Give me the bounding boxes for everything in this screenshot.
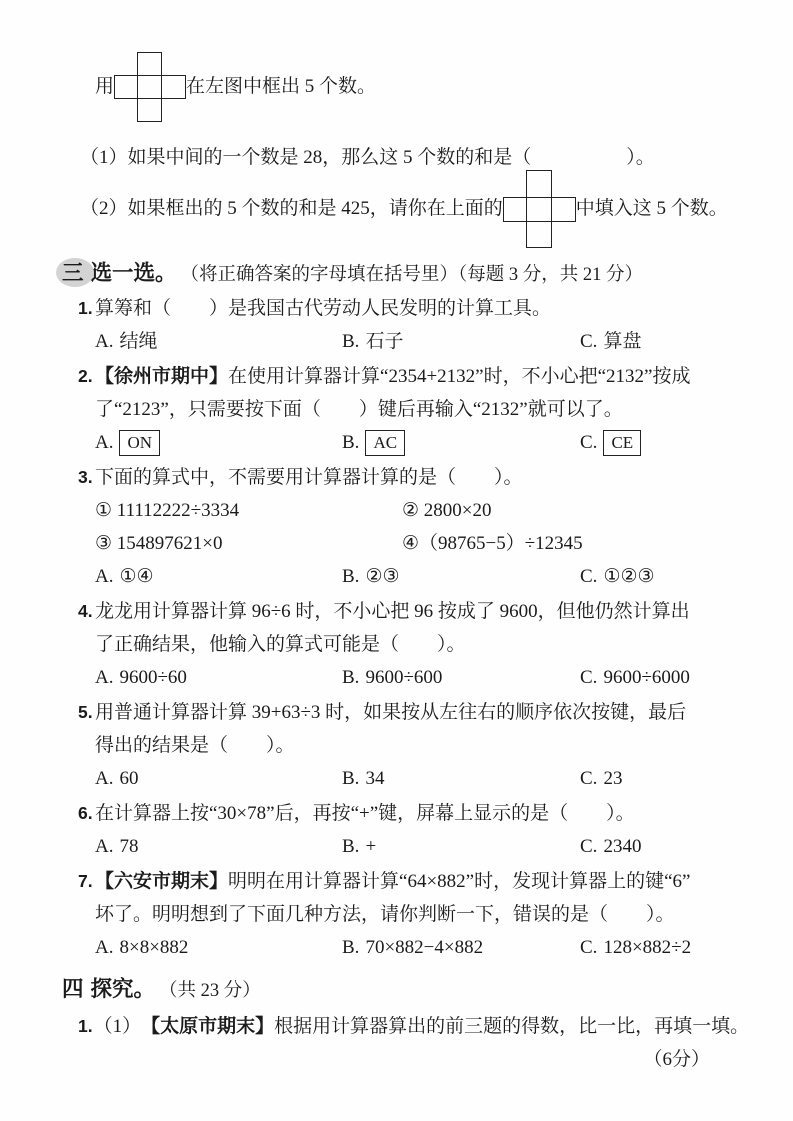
option-b-label: B.: [342, 566, 360, 587]
option-c-label: C.: [580, 768, 598, 789]
frame-caption: 在左图中框出 5 个数。: [186, 76, 377, 97]
question-3-expressions-row1: [95, 494, 735, 527]
question-2-line1: 在使用计算器计算“2354+2132”时，不小心把“2132”按成: [228, 366, 691, 387]
question-3-options: [95, 560, 735, 593]
option-b-label: B.: [342, 331, 360, 352]
option-a-text: 结绳: [119, 331, 158, 352]
option-b: [342, 931, 580, 964]
option-a-label: A.: [95, 331, 114, 352]
option-a: [95, 931, 342, 964]
question-2: [78, 360, 735, 459]
expression-2: ② 2800×20: [402, 500, 492, 521]
question-3: [78, 461, 735, 593]
calculator-key-ac: AC: [365, 430, 405, 456]
sub-question-2: [80, 170, 735, 248]
option-a-text: ①④: [119, 566, 154, 587]
option-c-text: 算盘: [603, 331, 642, 352]
score-note: （6分）: [643, 1049, 710, 1070]
question-7-line1: 明明在用计算器计算“64×882”时，发现计算器上的键“6”: [228, 871, 691, 892]
option-c: [580, 830, 735, 863]
option-b-label: B.: [342, 937, 360, 958]
cross-fill-shape: [503, 170, 576, 248]
question-6-number: 6.: [78, 803, 93, 823]
option-a-label: A.: [95, 768, 114, 789]
question-2-options: [95, 426, 735, 459]
sub-question-1: （1）如果中间的一个数是 28，那么这 5 个数的和是（ ）。: [80, 147, 655, 168]
option-c-text: 23: [603, 768, 623, 789]
question-7-line2: 坏了。明明想到了下面几种方法，请你判断一下，错误的是（ ）。: [95, 904, 675, 925]
question-2-source-tag: 【徐州市期中】: [95, 366, 229, 387]
option-c-label: C.: [580, 937, 598, 958]
question-2-text: [95, 360, 690, 393]
section-four-badge: 四: [62, 977, 84, 1001]
question-3-text: 下面的算式中，不需要用计算器计算的是（ ）。: [95, 467, 523, 488]
question-4: [78, 595, 735, 694]
section-three-header: [62, 258, 735, 290]
question-2-line2: 了“2123”，只需要按下面（ ）键后再输入“2132”就可以了。: [95, 399, 623, 420]
option-b: [342, 762, 580, 795]
option-a-label: A.: [95, 937, 114, 958]
option-a-label: A.: [95, 836, 114, 857]
explore-item-label: （1）: [93, 1016, 142, 1037]
question-1-options: [95, 325, 735, 358]
explore-item-source-tag: 【太原市期末】: [141, 1016, 275, 1037]
option-c-text: 9600÷6000: [603, 667, 690, 688]
calculator-key-on: ON: [119, 430, 160, 456]
question-3-expressions-row2: [95, 527, 735, 560]
option-a-text: 78: [119, 836, 139, 857]
option-b-text: 70×882−4×882: [365, 937, 484, 958]
option-c: [580, 560, 735, 593]
option-a: [95, 325, 342, 358]
option-b-text: 石子: [365, 331, 404, 352]
section-three-badge: 三: [62, 258, 84, 288]
section-three-title: 选一选。: [90, 261, 177, 285]
frame-demo-line: [95, 52, 735, 122]
option-b-label: B.: [342, 768, 360, 789]
question-2-number: 2.: [78, 366, 93, 386]
option-a-text: 8×8×882: [119, 937, 189, 958]
question-1: [78, 292, 735, 358]
explore-item-1: [78, 1010, 750, 1043]
section-three-note: （将正确答案的字母填在括号里）（每题 3 分，共 21 分）: [180, 265, 644, 285]
question-4-options: [95, 661, 735, 694]
section-four-header: [62, 974, 735, 1006]
question-5-options: [95, 762, 735, 795]
question-5-number: 5.: [78, 702, 93, 722]
question-5-line2: 得出的结果是（ ）。: [95, 735, 295, 756]
question-1-number: 1.: [78, 298, 93, 318]
option-a-text: 9600÷60: [119, 667, 187, 688]
option-a-label: A.: [95, 667, 114, 688]
option-b-text: ②③: [365, 566, 400, 587]
option-c-label: C.: [580, 331, 598, 352]
question-7: [78, 865, 735, 964]
expression-4: ④（98765−5）÷12345: [402, 533, 583, 554]
option-a-text: 60: [119, 768, 139, 789]
option-c: [580, 762, 735, 795]
explore-item-number: 1.: [78, 1016, 93, 1036]
option-b: [342, 830, 580, 863]
option-c-text: ①②③: [603, 566, 655, 587]
option-a: [95, 830, 342, 863]
option-c-label: C.: [580, 667, 598, 688]
option-a: [95, 661, 342, 694]
option-c: [580, 661, 735, 694]
option-b-text: 9600÷600: [365, 667, 443, 688]
question-4-line1: 龙龙用计算器计算 96÷6 时，不小心把 96 按成了 9600，但他仍然计算出: [95, 601, 690, 622]
option-c: [580, 325, 735, 358]
calculator-key-ce: CE: [603, 430, 641, 456]
question-7-source-tag: 【六安市期末】: [95, 871, 229, 892]
question-5: [78, 696, 735, 795]
option-c: [580, 426, 735, 459]
option-b: [342, 560, 580, 593]
sub-question-2-before: （2）如果框出的 5 个数的和是 425，请你在上面的: [80, 198, 503, 219]
question-7-text: [95, 865, 690, 898]
expression-3: ③ 154897621×0: [95, 533, 223, 554]
question-4-line2: 了正确结果，他输入的算式可能是（ ）。: [95, 634, 466, 655]
option-b-text: +: [365, 836, 377, 857]
frame-use-label: 用: [95, 76, 115, 97]
question-4-number: 4.: [78, 601, 93, 621]
option-b: [342, 325, 580, 358]
cross-horizontal-bar: [114, 75, 186, 99]
question-6: [78, 797, 735, 863]
sub-question-2-after: 中填入这 5 个数。: [575, 198, 728, 219]
option-a: [95, 762, 342, 795]
option-c: [580, 931, 735, 964]
option-a: [95, 426, 342, 459]
cross-horizontal-bar: [503, 197, 576, 222]
option-b-text: 34: [365, 768, 385, 789]
option-a-label: A.: [95, 432, 114, 453]
option-c-text: 128×882÷2: [603, 937, 692, 958]
question-5-line1: 用普通计算器计算 39+63÷3 时，如果按从左往右的顺序依次按键，最后: [95, 702, 687, 723]
question-6-line1: 在计算器上按“30×78”后，再按“+”键，屏幕上显示的是（ ）。: [95, 803, 635, 824]
explore-item-text: 根据用计算器算出的前三题的得数，比一比，再填一填。: [274, 1016, 750, 1037]
option-c-label: C.: [580, 432, 598, 453]
option-b: [342, 426, 580, 459]
option-b-label: B.: [342, 667, 360, 688]
option-c-text: 2340: [603, 836, 642, 857]
option-a: [95, 560, 342, 593]
expression-1: ① 11112222÷3334: [95, 500, 240, 521]
section-four-note: （共 23 分）: [159, 981, 261, 1001]
question-7-options: [95, 931, 735, 964]
option-b-label: B.: [342, 432, 360, 453]
question-7-number: 7.: [78, 871, 93, 891]
option-b: [342, 661, 580, 694]
question-3-number: 3.: [78, 467, 93, 487]
option-a-label: A.: [95, 566, 114, 587]
option-c-label: C.: [580, 836, 598, 857]
section-four-title: 探究。: [90, 977, 156, 1001]
cross-frame-shape: [114, 52, 186, 122]
question-6-options: [95, 830, 735, 863]
question-1-text: 算筹和（ ）是我国古代劳动人民发明的计算工具。: [95, 298, 552, 319]
option-b-label: B.: [342, 836, 360, 857]
option-c-label: C.: [580, 566, 598, 587]
